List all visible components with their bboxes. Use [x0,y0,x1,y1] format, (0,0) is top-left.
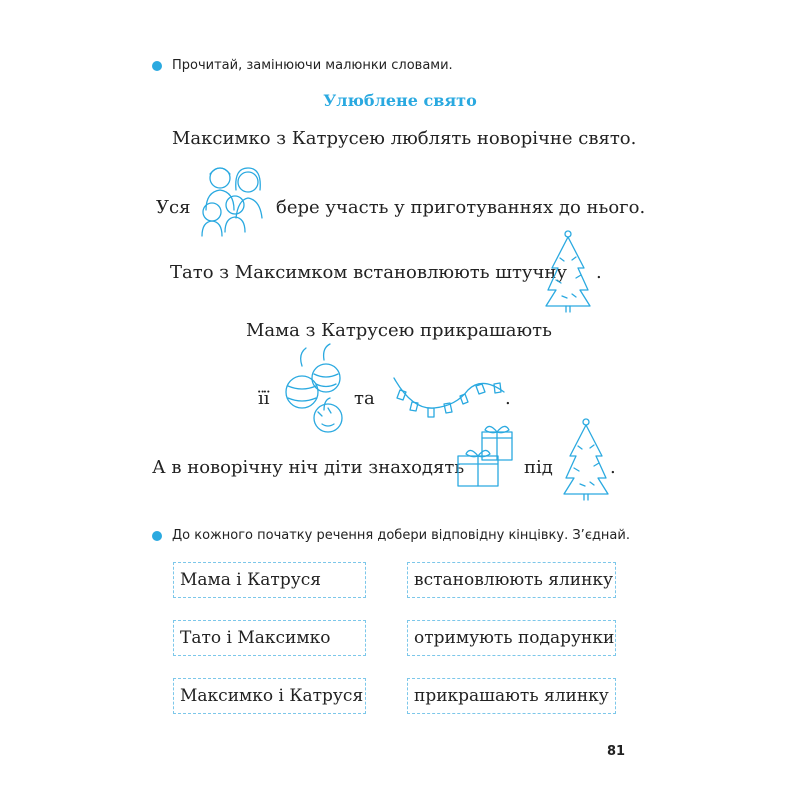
story-line-3: Тато з Максимком встановлюють штучну [170,262,567,283]
story-line-2-start: Уся [156,197,191,218]
match-left-1[interactable]: Мама і Катруся [173,562,366,598]
story-line-6-start: А в новорічну ніч діти знаходять [152,457,465,478]
ornaments-icon [280,342,350,438]
christmas-tree-icon [560,416,612,502]
garland-icon [390,366,508,420]
page-number: 81 [607,744,626,759]
story-title: Улюблене свято [323,91,477,110]
instruction-row-2 [152,528,630,543]
match-left-3[interactable]: Максимко і Катруся [173,678,366,714]
story-line-5-start: її [258,388,270,409]
instruction-text: Прочитай, замінюючи малюнки словами. [172,58,453,73]
bullet-icon [152,61,162,71]
instruction-row-1 [152,58,453,73]
christmas-tree-icon [542,228,594,314]
story-line-1: Максимко з Катрусею люблять новорічне свято. [172,128,637,149]
match-right-2[interactable]: отримують подарунки [407,620,616,656]
match-right-1[interactable]: встановлюють ялинку [407,562,616,598]
family-icon [190,160,270,240]
bullet-icon [152,531,162,541]
instruction-text: До кожного початку речення добери відповідну кінцівку. З’єднай. [172,528,630,543]
story-line-2-end: бере участь у приготуваннях до нього. [276,197,646,218]
match-left-2[interactable]: Тато і Максимко [173,620,366,656]
story-line-4: Мама з Катрусею прикрашають [246,320,552,341]
match-right-3[interactable]: прикрашають ялинку [407,678,616,714]
story-line-3-end: . [596,262,602,283]
story-line-5-mid: та [354,388,375,409]
story-line-6-mid: під [524,457,553,478]
story-line-5-end: . [505,388,511,409]
gift-boxes-icon [456,420,518,490]
story-line-6-end: . [610,457,616,478]
